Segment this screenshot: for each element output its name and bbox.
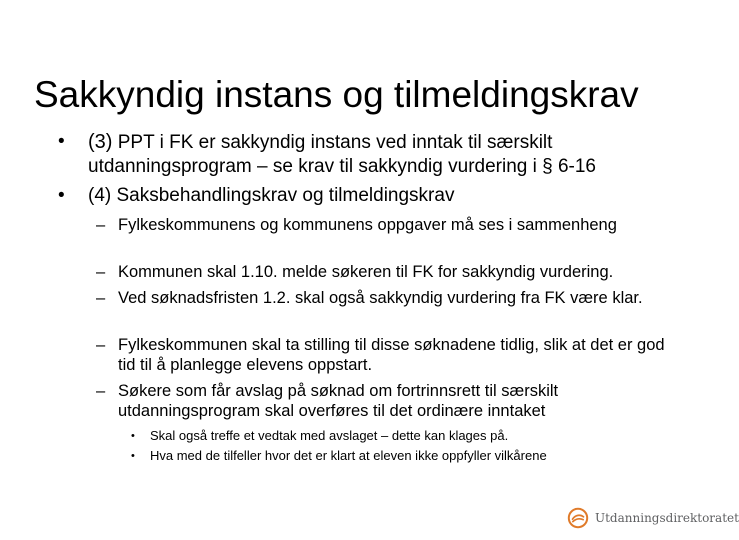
dash-marker: –: [96, 216, 106, 234]
bullet-marker: •: [58, 185, 65, 206]
subitem-text: Ved søknadsfristen 1.2. skal også sakkyndig vurdering fra FK være klar.: [118, 289, 643, 307]
dot-marker: •: [131, 430, 135, 442]
dot-marker: •: [131, 450, 135, 462]
bullet-text: [88, 130, 698, 179]
bullet-item: [58, 130, 698, 180]
bullet-item: [58, 184, 698, 208]
subsubitem-text: Hva med de tilfeller hvor det er klart at eleven ikke oppfyller vilkårene: [150, 448, 547, 463]
bullet-body: PPT i FK er sakkyndig instans ved inntak til særskilt utdanningsprogram – se krav til sakkyndig vurdering i § 6-16: [88, 132, 596, 177]
udir-logo-icon: [567, 507, 589, 529]
udir-logo-text: Utdanningsdirektoratet: [595, 511, 739, 525]
dash-marker: –: [96, 289, 106, 307]
dash-marker: –: [96, 382, 106, 400]
dash-marker: –: [96, 336, 106, 354]
dash-marker: –: [96, 263, 106, 281]
subitem-text: Fylkeskommunens og kommunens oppgaver må ses i sammenheng: [118, 216, 617, 234]
subitem-text: Fylkeskommunen skal ta stilling til disse søknadene tidlig, slik at det er god tid til å planlegge elevens oppstart.: [118, 336, 665, 374]
bullet-marker: •: [58, 131, 65, 152]
slide-title: Sakkyndig instans og tilmeldingskrav: [34, 74, 639, 115]
udir-logo: [567, 506, 739, 530]
bullet-lead: (3): [88, 131, 113, 153]
bullet-text: (4) Saksbehandlingskrav og tilmeldingskrav: [88, 185, 455, 206]
subsubitem-text: Skal også treffe et vedtak med avslaget – dette kan klages på.: [150, 428, 509, 443]
subitem-text: Søkere som får avslag på søknad om fortrinnsrett til særskilt utdanningsprogram skal overføres til det ordinære inntaket: [118, 382, 559, 420]
subitem-text: Kommunen skal 1.10. melde søkeren til FK for sakkyndig vurdering.: [118, 263, 614, 281]
